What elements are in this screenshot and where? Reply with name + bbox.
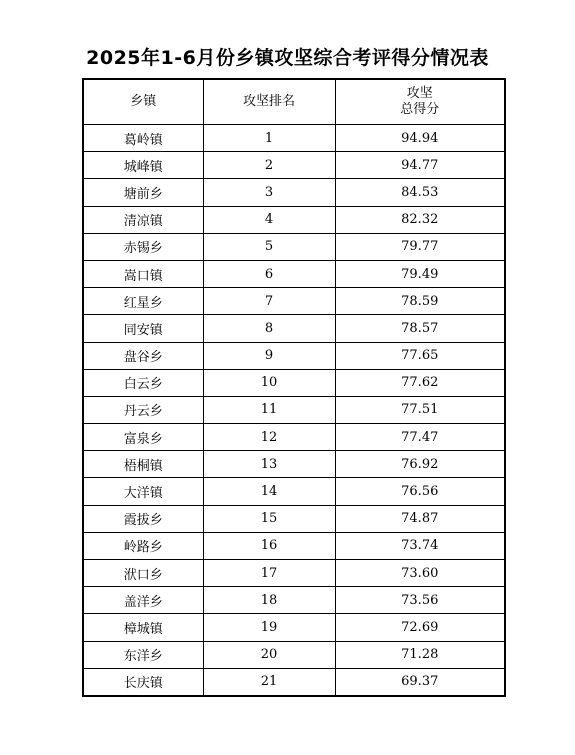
- table-row: [83, 587, 505, 614]
- township-cell: 清凉镇: [83, 206, 203, 233]
- table-row: [83, 505, 505, 532]
- table-row: [83, 614, 505, 641]
- rank-cell: 9: [203, 342, 335, 369]
- table-row: [83, 369, 505, 396]
- township-cell: 大洋镇: [83, 478, 203, 505]
- township-cell: 葛岭镇: [83, 125, 203, 152]
- rank-cell: 5: [203, 233, 335, 260]
- township-cell: 富泉乡: [83, 424, 203, 451]
- rank-cell: 20: [203, 641, 335, 668]
- header-score: [335, 79, 505, 125]
- score-cell: 69.37: [335, 668, 505, 696]
- header-score-line1: 攻坚: [406, 86, 433, 101]
- page-title: 2025年1-6月份乡镇攻坚综合考评得分情况表: [86, 47, 489, 69]
- rank-cell: 2: [203, 152, 335, 179]
- table-row: [83, 424, 505, 451]
- rank-cell: 10: [203, 369, 335, 396]
- score-cell: 76.56: [335, 478, 505, 505]
- score-cell: 77.51: [335, 396, 505, 423]
- score-cell: 73.60: [335, 560, 505, 587]
- table-row: [83, 560, 505, 587]
- rank-cell: 16: [203, 532, 335, 559]
- township-cell: 长庆镇: [83, 668, 203, 696]
- township-cell: 同安镇: [83, 315, 203, 342]
- rank-cell: 15: [203, 505, 335, 532]
- score-cell: 71.28: [335, 641, 505, 668]
- score-cell: 72.69: [335, 614, 505, 641]
- table-row: [83, 260, 505, 287]
- rank-cell: 8: [203, 315, 335, 342]
- header-rank: 攻坚排名: [203, 79, 335, 125]
- score-table: [82, 78, 506, 697]
- rank-cell: 4: [203, 206, 335, 233]
- rank-cell: 19: [203, 614, 335, 641]
- table-row: [83, 233, 505, 260]
- table-row: [83, 668, 505, 696]
- table-row: [83, 478, 505, 505]
- rank-cell: 7: [203, 288, 335, 315]
- score-cell: 77.65: [335, 342, 505, 369]
- rank-cell: 17: [203, 560, 335, 587]
- township-cell: 丹云乡: [83, 396, 203, 423]
- rank-cell: 6: [203, 260, 335, 287]
- table-row: [83, 179, 505, 206]
- score-cell: 78.57: [335, 315, 505, 342]
- township-cell: 岭路乡: [83, 532, 203, 559]
- township-cell: 城峰镇: [83, 152, 203, 179]
- score-cell: 77.62: [335, 369, 505, 396]
- score-cell: 79.49: [335, 260, 505, 287]
- table-row: [83, 206, 505, 233]
- township-cell: 霞拔乡: [83, 505, 203, 532]
- rank-cell: 1: [203, 125, 335, 152]
- table-row: [83, 342, 505, 369]
- rank-cell: 11: [203, 396, 335, 423]
- township-cell: 樟城镇: [83, 614, 203, 641]
- rank-cell: 3: [203, 179, 335, 206]
- table-row: [83, 152, 505, 179]
- table-row: [83, 532, 505, 559]
- table-row: [83, 125, 505, 152]
- table-row: [83, 451, 505, 478]
- township-cell: 盘谷乡: [83, 342, 203, 369]
- score-cell: 78.59: [335, 288, 505, 315]
- header-township: 乡镇: [83, 79, 203, 125]
- rank-cell: 13: [203, 451, 335, 478]
- table-row: [83, 396, 505, 423]
- rank-cell: 12: [203, 424, 335, 451]
- township-cell: 赤锡乡: [83, 233, 203, 260]
- township-cell: 塘前乡: [83, 179, 203, 206]
- score-cell: 73.74: [335, 532, 505, 559]
- township-cell: 洑口乡: [83, 560, 203, 587]
- score-cell: 82.32: [335, 206, 505, 233]
- table-row: [83, 315, 505, 342]
- township-cell: 红星乡: [83, 288, 203, 315]
- township-cell: 嵩口镇: [83, 260, 203, 287]
- township-cell: 白云乡: [83, 369, 203, 396]
- table-header-row: [83, 79, 505, 125]
- table-row: [83, 288, 505, 315]
- rank-cell: 18: [203, 587, 335, 614]
- score-cell: 94.77: [335, 152, 505, 179]
- score-cell: 73.56: [335, 587, 505, 614]
- township-cell: 梧桐镇: [83, 451, 203, 478]
- rank-cell: 14: [203, 478, 335, 505]
- township-cell: 东洋乡: [83, 641, 203, 668]
- score-cell: 94.94: [335, 125, 505, 152]
- rank-cell: 21: [203, 668, 335, 696]
- score-cell: 79.77: [335, 233, 505, 260]
- table-row: [83, 641, 505, 668]
- header-score-line2: 总得分: [400, 102, 440, 117]
- score-cell: 76.92: [335, 451, 505, 478]
- township-cell: 盖洋乡: [83, 587, 203, 614]
- score-cell: 84.53: [335, 179, 505, 206]
- score-cell: 74.87: [335, 505, 505, 532]
- score-cell: 77.47: [335, 424, 505, 451]
